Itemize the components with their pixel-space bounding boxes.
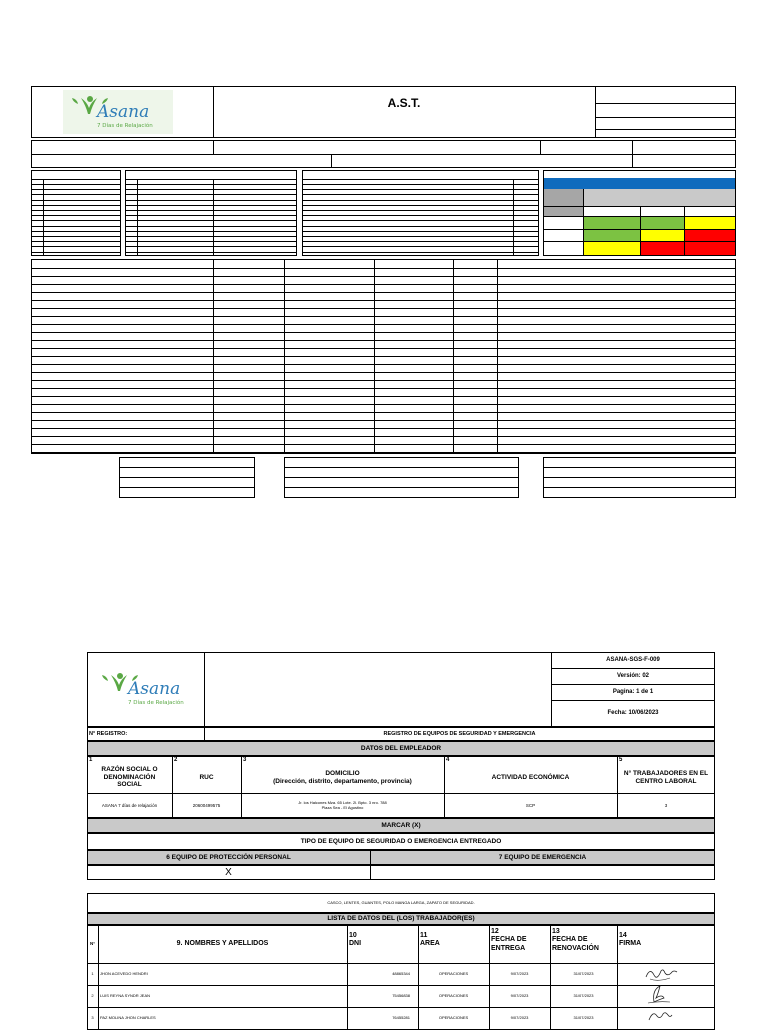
grid-line	[543, 487, 736, 488]
grid-line	[31, 436, 736, 437]
worker-signature	[640, 984, 680, 1006]
grid-line	[31, 236, 121, 237]
grid-line	[137, 179, 138, 256]
value-domicilio	[241, 793, 444, 818]
epp-checkbox[interactable]: X	[225, 866, 232, 878]
checklist-table-3	[302, 170, 539, 256]
worker-fecha-renovacion: 31/07/2023	[573, 1014, 594, 1020]
grid-line	[31, 388, 736, 389]
divider	[595, 103, 736, 104]
grid-line	[31, 200, 121, 201]
divider	[595, 129, 736, 130]
value-ruc: 20600499575	[192, 802, 221, 808]
risk-gray-block	[544, 189, 583, 216]
header-fecha-entrega	[491, 928, 547, 953]
form-code: ASANA-SGS-F-009	[606, 656, 660, 663]
header-domicilio-title: DOMICILIO	[325, 770, 360, 778]
header-dni	[349, 932, 361, 949]
grid-line	[302, 179, 539, 180]
grid-line	[213, 179, 214, 256]
risk-gray-row	[583, 189, 735, 206]
grid-line	[125, 220, 297, 221]
grid-line	[31, 404, 736, 405]
worker-signature	[640, 964, 680, 984]
workers-section-title: LISTA DE DATOS DEL (LOS) TRABAJADOR(ES)	[327, 915, 475, 923]
company-logo	[62, 89, 174, 135]
divider	[331, 154, 332, 168]
header-domicilio	[241, 762, 444, 793]
divider	[213, 140, 214, 154]
risk-cell-yellow	[685, 217, 735, 229]
grid-line	[125, 184, 297, 185]
grid-line	[125, 241, 297, 242]
grid-line	[43, 179, 44, 256]
items-delivered-text: CASCO, LENTES, GUANTES, POLO MANGA LARGA, ZAPATO DE SEGURIDAD.	[327, 899, 475, 905]
grid-line	[31, 215, 121, 216]
grid-line	[31, 308, 736, 309]
grid-line	[31, 284, 736, 285]
header-entrega-number: 12	[491, 928, 499, 935]
grid-line	[31, 205, 121, 206]
grid-line	[31, 179, 121, 180]
header-entrega-label: FECHA DE ENTREGA	[491, 936, 527, 952]
value-domicilio-line2: Plaza Sea - El Agustino	[321, 804, 364, 810]
worker-number: 2	[91, 992, 94, 998]
header-area-label: AREA	[420, 940, 440, 948]
divider	[544, 229, 735, 230]
header-razon-social: RAZÓN SOCIAL O DENOMINACIÓN SOCIAL	[101, 766, 158, 789]
grid-line	[31, 300, 736, 301]
grid-line	[284, 467, 519, 468]
grid-line	[302, 220, 539, 221]
value-actividad: SCP	[525, 802, 536, 808]
logo-tagline: 7 Días de Relajación	[97, 123, 153, 129]
grid-line	[31, 292, 736, 293]
grid-line	[543, 467, 736, 468]
grid-line	[302, 189, 539, 190]
worker-fecha-renovacion: 31/07/2023	[573, 992, 594, 998]
value-trabajadores: 3	[664, 802, 668, 808]
grid-line	[119, 487, 255, 488]
divider	[595, 117, 736, 118]
grid-line	[284, 487, 519, 488]
grid-line	[31, 332, 736, 333]
form-page: Pagina: 1 de 1	[612, 688, 654, 695]
header-firma-number: 14	[619, 932, 627, 939]
divider	[632, 140, 633, 168]
grid-line	[31, 444, 736, 445]
risk-cell-red	[641, 241, 684, 255]
grid-line	[302, 236, 539, 237]
grid-line	[119, 467, 255, 468]
grid-line	[31, 420, 736, 421]
column-number: 5	[619, 757, 623, 763]
grid-line	[31, 396, 736, 397]
grid-line	[302, 200, 539, 201]
checklist-table-2	[125, 170, 297, 256]
employer-section-title: DATOS DEL EMPLEADOR	[360, 744, 442, 752]
worker-name: PAZ MOLINA JHON CHARLES	[100, 1014, 156, 1020]
grid-line	[31, 268, 736, 269]
grid-line	[125, 205, 297, 206]
column-number: 4	[446, 757, 450, 763]
ast-title: A.S.T.	[387, 96, 421, 111]
grid-line	[31, 316, 736, 317]
grid-line	[302, 205, 539, 206]
header-renov-label: FECHA DE RENOVACIÓN	[552, 936, 599, 952]
logo-tagline: 7 Días de Relajación	[128, 700, 184, 706]
divider	[544, 241, 735, 242]
grid-line	[31, 184, 121, 185]
risk-cell-red	[685, 241, 735, 255]
grid-line	[302, 252, 539, 253]
grid-line	[31, 356, 736, 357]
risk-cell-green	[584, 229, 640, 241]
grid-line	[31, 324, 736, 325]
grid-line	[31, 348, 736, 349]
registro-label: N° REGISTRO:	[89, 730, 128, 737]
risk-matrix-header	[544, 178, 735, 189]
grid-line	[31, 210, 121, 211]
worker-dni: 48865344	[392, 970, 410, 976]
checklist-table-1	[31, 170, 121, 256]
worker-fecha-entrega: 9/07/2023	[510, 970, 529, 976]
grid-line	[125, 194, 297, 195]
registro-title: REGISTRO DE EQUIPOS DE SEGURIDAD Y EMERGENCIA	[383, 730, 536, 737]
risk-cell-green	[641, 217, 684, 229]
worker-area: OPERACIONES	[438, 970, 469, 976]
header-nombres: 9. NOMBRES Y APELLIDOS	[176, 939, 269, 947]
grid-line	[31, 220, 121, 221]
grid-line	[119, 477, 255, 478]
grid-line	[125, 252, 297, 253]
grid-line	[31, 231, 121, 232]
grid-line	[31, 372, 736, 373]
header-dni-number: 10	[349, 932, 357, 939]
grid-line	[31, 340, 736, 341]
header-n: N°	[89, 941, 96, 947]
grid-line	[302, 184, 539, 185]
emergencia-checkbox[interactable]	[370, 865, 715, 880]
header-firma	[619, 932, 641, 949]
grid-line	[125, 226, 297, 227]
header-area-number: 11	[420, 932, 428, 939]
header-firma-label: FIRMA	[619, 940, 642, 948]
worker-signature	[645, 1008, 675, 1024]
value-domicilio-line1: Jr. los Halcones Mza. 65 Lote. 2l. Bpto. 3 nro. 788	[298, 799, 387, 805]
grid-line	[125, 215, 297, 216]
header-trabajadores: N° TRABAJADORES EN EL CENTRO LABORAL	[623, 770, 709, 785]
emergencia-label: 7 EQUIPO DE EMERGENCIA	[498, 853, 587, 861]
header-fecha-renovacion	[552, 928, 614, 953]
grid-line	[302, 215, 539, 216]
grid-line	[31, 226, 121, 227]
grid-line	[125, 246, 297, 247]
worker-dni: 76455281	[392, 1014, 410, 1020]
header-renov-number: 13	[552, 928, 560, 935]
header-ruc: RUC	[199, 773, 214, 781]
grid-line	[125, 200, 297, 201]
grid-line	[31, 241, 121, 242]
header-domicilio-subtitle: (Dirección, distrito, departamento, provincia)	[273, 777, 412, 785]
divider	[204, 652, 205, 727]
grid-line	[31, 246, 121, 247]
grid-line	[284, 477, 519, 478]
worker-fecha-renovacion: 31/07/2023	[573, 970, 594, 976]
worker-fecha-entrega: 9/07/2023	[510, 1014, 529, 1020]
epp-label: 6 EQUIPO DE PROTECCIÓN PERSONAL	[166, 853, 291, 861]
grid-line	[31, 252, 121, 253]
header-actividad: ACTIVIDAD ECONÓMICA	[491, 773, 570, 781]
grid-line	[31, 364, 736, 365]
grid-line	[31, 452, 736, 453]
form-date: Fecha: 10/06/2023	[607, 710, 659, 717]
risk-cell-red	[685, 229, 735, 241]
grid-line	[125, 189, 297, 190]
grid-line	[125, 179, 297, 180]
grid-line	[125, 236, 297, 237]
worker-number: 3	[91, 1014, 94, 1020]
grid-line	[31, 276, 736, 277]
divider	[31, 154, 736, 155]
column-number: 3	[243, 757, 247, 763]
worker-number: 1	[91, 970, 94, 976]
divider	[617, 925, 618, 1030]
grid-line	[302, 246, 539, 247]
grid-line	[31, 380, 736, 381]
risk-cell-green	[584, 217, 640, 229]
company-logo	[95, 665, 199, 713]
marcar-label: MARCAR (X)	[381, 821, 421, 829]
column-number: 2	[174, 757, 178, 763]
grid-line	[31, 412, 736, 413]
divider	[595, 86, 596, 138]
divider	[544, 216, 735, 217]
risk-cell-yellow	[584, 241, 640, 255]
logo-wordmark: Asana	[128, 679, 181, 699]
grid-line	[302, 194, 539, 195]
grid-line	[125, 231, 297, 232]
value-razon-social: ASANA 7 días de relajación	[101, 802, 158, 808]
risk-cell-yellow	[641, 229, 684, 241]
form-version: Versión: 02	[616, 672, 649, 679]
worker-area: OPERACIONES	[438, 992, 469, 998]
worker-name: JHON ACEVEDO HENDRI	[100, 970, 148, 976]
worker-name: LUIS REYNA SYNDR JEAN	[100, 992, 151, 998]
grid-line	[543, 477, 736, 478]
divider	[540, 140, 541, 154]
grid-line	[31, 189, 121, 190]
grid-line	[31, 428, 736, 429]
grid-line	[513, 179, 514, 256]
header-dni-label: DNI	[349, 940, 362, 948]
logo-wordmark: Asana	[97, 102, 150, 122]
grid-line	[302, 231, 539, 232]
worker-fecha-entrega: 9/07/2023	[510, 992, 529, 998]
grid-line	[31, 194, 121, 195]
grid-line	[302, 210, 539, 211]
grid-line	[302, 226, 539, 227]
header-area	[420, 932, 440, 949]
column-number: 1	[89, 757, 93, 763]
grid-line	[125, 210, 297, 211]
worker-dni: 75456838	[392, 992, 410, 998]
tipo-equipo-label: TIPO DE EQUIPO DE SEGURIDAD O EMERGENCIA ENTREGADO	[300, 837, 502, 845]
worker-area: OPERACIONES	[438, 1014, 469, 1020]
grid-line	[302, 241, 539, 242]
